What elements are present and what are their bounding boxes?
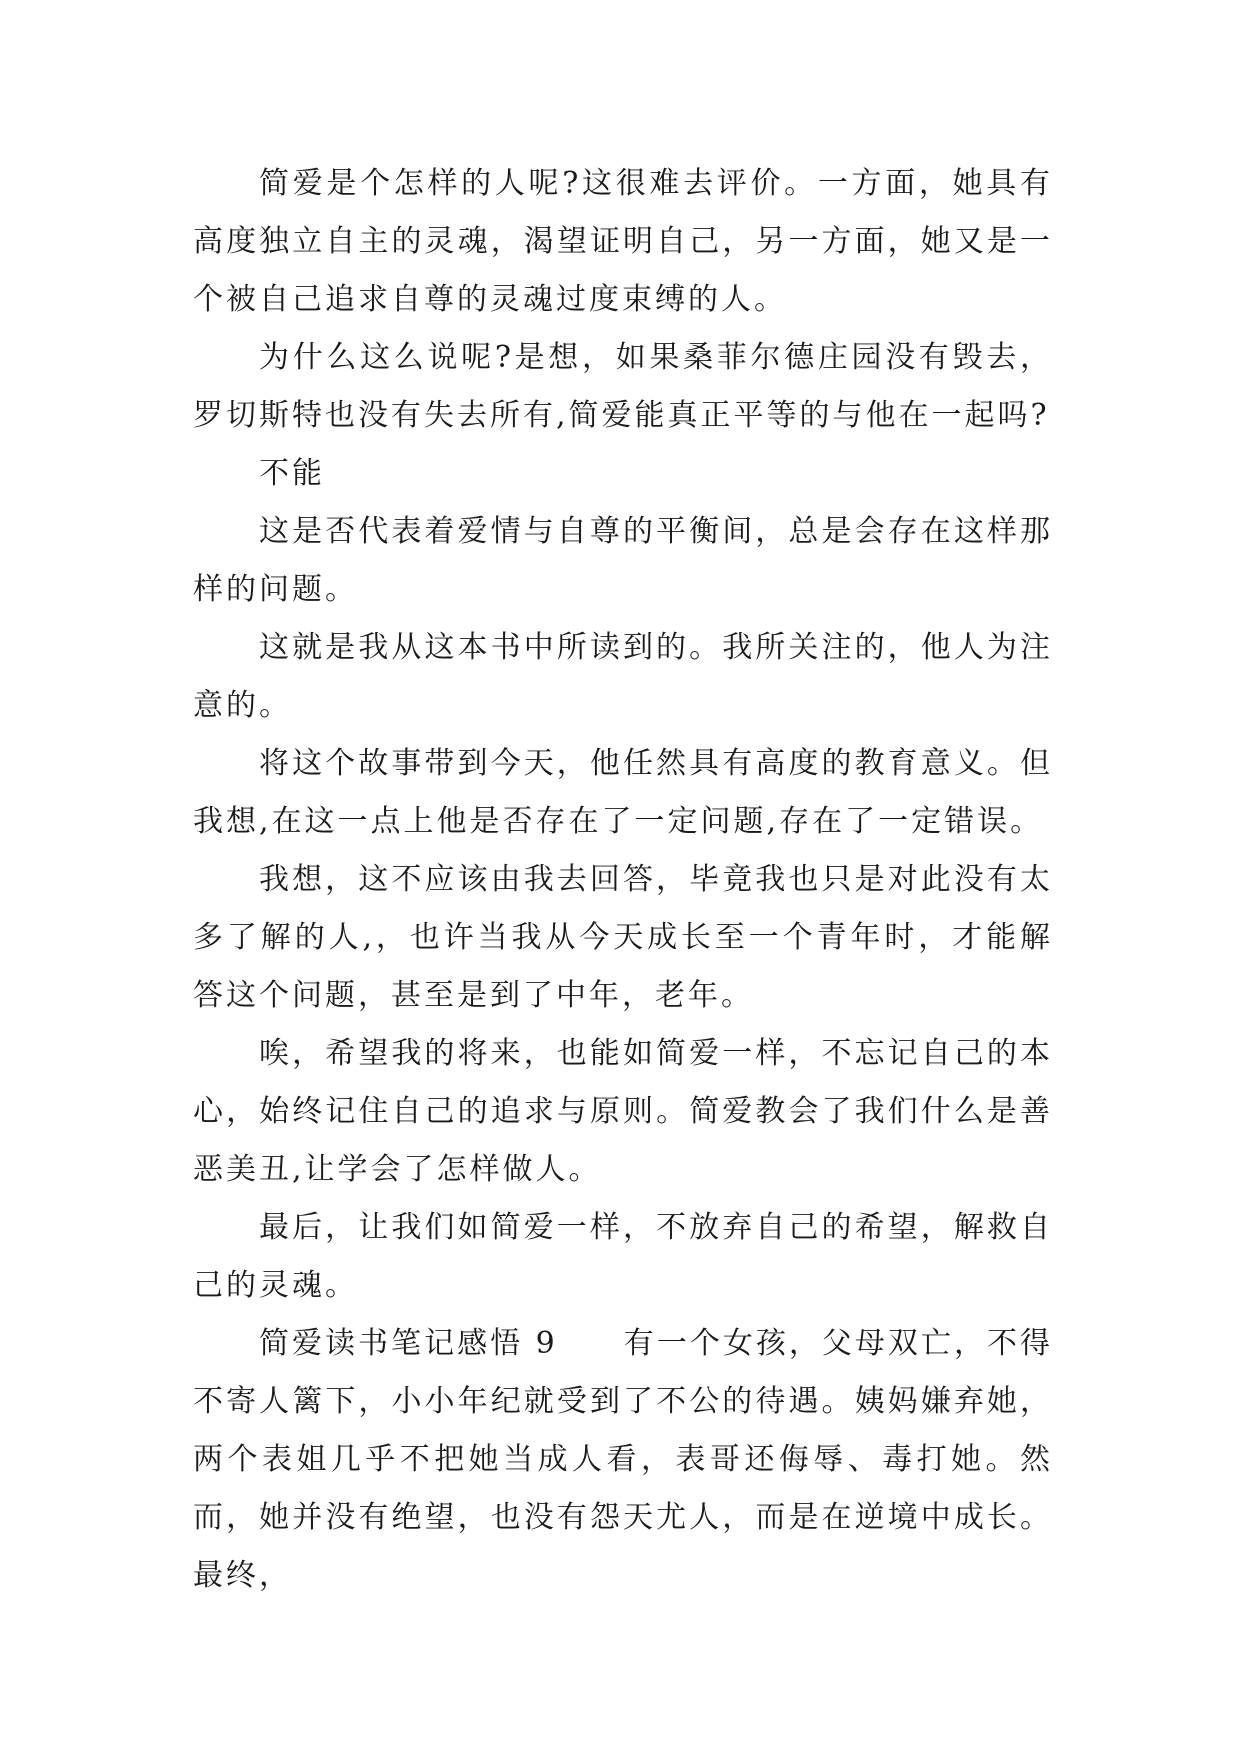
paragraph: 为什么这么说呢?是想，如果桑菲尔德庄园没有毁去，罗切斯特也没有失去所有,简爱能真正平等的与他在一起吗? xyxy=(193,340,1053,433)
paragraph: 简爱读书笔记感悟 9 有一个女孩，父母双亡，不得不寄人篱下，小小年纪就受到了不公的待遇。姨妈嫌弃她，两个表姐几乎不把她当成人看，表哥还侮辱、毒打她。然而，她并没有绝望，也没有怨天尤人，而是在逆境中成长。最终， xyxy=(193,1326,1053,1593)
paragraph: 将这个故事带到今天，他任然具有高度的教育意义。但我想,在这一点上他是否存在了一定问题,存在了一定错误。 xyxy=(193,746,1053,839)
paragraph: 最后，让我们如简爱一样，不放弃自己的希望，解救自己的灵魂。 xyxy=(193,1210,1053,1303)
paragraph: 简爱是个怎样的人呢?这很难去评价。一方面，她具有高度独立自主的灵魂，渴望证明自己，另一方面，她又是一个被自己追求自尊的灵魂过度束缚的人。 xyxy=(193,166,1053,317)
paragraph: 唉，希望我的将来，也能如简爱一样，不忘记自己的本心，始终记住自己的追求与原则。简爱教会了我们什么是善恶美丑,让学会了怎样做人。 xyxy=(193,1036,1053,1187)
paragraph: 我想，这不应该由我去回答，毕竟我也只是对此没有太多了解的人,，也许当我从今天成长至一个青年时，才能解答这个问题，甚至是到了中年，老年。 xyxy=(193,862,1053,1013)
paragraph: 这就是我从这本书中所读到的。我所关注的，他人为注意的。 xyxy=(193,630,1053,723)
document-body xyxy=(193,155,1053,1605)
paragraph: 不能 xyxy=(259,456,325,491)
paragraph: 这是否代表着爱情与自尊的平衡间，总是会存在这样那样的问题。 xyxy=(193,514,1053,607)
